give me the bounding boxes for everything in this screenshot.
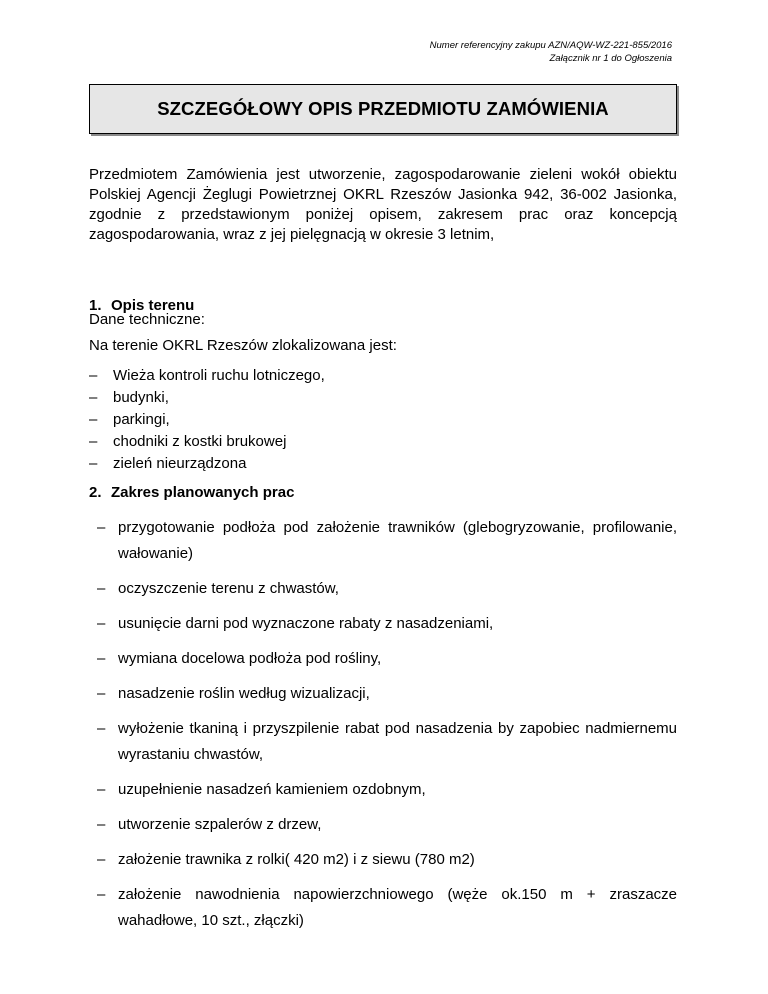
dash-bullet: –: [89, 367, 98, 384]
list-item: – założenie trawnika z rolki( 420 m2) i z siewu (780 m2): [89, 847, 677, 873]
page-title: SZCZEGÓŁOWY OPIS PRZEDMIOTU ZAMÓWIENIA: [157, 98, 609, 119]
list-item: – chodniki z kostki brukowej: [89, 431, 677, 453]
section-2-title: Zakres planowanych prac: [111, 484, 295, 501]
section-2-number: 2.: [89, 484, 102, 501]
list-item: – utworzenie szpalerów z drzew,: [89, 812, 677, 838]
dash-bullet: –: [97, 781, 106, 798]
dash-bullet: –: [97, 851, 106, 868]
section-1-title: Opis terenu: [111, 297, 195, 314]
section-1-number: 1.: [89, 297, 102, 314]
list-item: – oczyszczenie terenu z chwastów,: [89, 576, 677, 602]
list-item: – usunięcie darni pod wyznaczone rabaty z nasadzeniami,: [89, 611, 677, 637]
site-elements-list: [89, 365, 677, 475]
work-scope-list: [89, 515, 677, 943]
dash-bullet: –: [97, 886, 106, 903]
location-intro: Na terenie OKRL Rzeszów zlokalizowana jest:: [89, 337, 397, 354]
dash-bullet: –: [89, 455, 98, 472]
list-item: – przygotowanie podłoża pod założenie trawników (glebogryzowanie, profilowanie, wałowanie): [89, 515, 677, 567]
dash-bullet: –: [97, 650, 106, 667]
attachment-note: Załącznik nr 1 do Ogłoszenia: [549, 53, 672, 64]
list-item: – zieleń nieurządzona: [89, 453, 677, 475]
list-item: – Wieża kontroli ruchu lotniczego,: [89, 365, 677, 387]
section-2-heading: [89, 483, 294, 503]
list-item: – uzupełnienie nasadzeń kamieniem ozdobnym,: [89, 777, 677, 803]
dash-bullet: –: [97, 580, 106, 597]
technical-data-label: Dane techniczne:: [89, 311, 205, 328]
list-item: – wyłożenie tkaniną i przyszpilenie rabat pod nasadzenia by zapobiec nadmiernemu wyrastaniu chwastów,: [89, 716, 677, 768]
dash-bullet: –: [89, 433, 98, 450]
list-item: – nasadzenie roślin według wizualizacji,: [89, 681, 677, 707]
list-item: – założenie nawodnienia napowierzchniowego (wężе ok.150 m + zraszacze wahadłowe, 10 szt., złączki): [89, 882, 677, 934]
dash-bullet: –: [97, 720, 106, 737]
dash-bullet: –: [97, 816, 106, 833]
intro-paragraph: Przedmiotem Zamówienia jest utworzenie, zagospodarowanie zieleni wokół obiektu Polskiej Agencji Żeglugi Powietrznej OKRL Rzeszów Jasionka 942, 36-002 Jasionka, zgodnie z przedstawionym poniżej opisem, zakresem prac oraz koncepcją zagospodarowania, wraz z jej pielęgnacją w okresie 3 letnim,: [89, 166, 677, 243]
reference-number: Numer referencyjny zakupu AZN/AQW-WZ-221-855/2016: [429, 40, 672, 51]
dash-bullet: –: [89, 389, 98, 406]
list-item: – wymiana docelowa podłoża pod rośliny,: [89, 646, 677, 672]
dash-bullet: –: [97, 519, 106, 536]
dash-bullet: –: [89, 411, 98, 428]
list-item: – budynki,: [89, 387, 677, 409]
dash-bullet: –: [97, 615, 106, 632]
list-item: – parkingi,: [89, 409, 677, 431]
title-box: [89, 84, 677, 134]
dash-bullet: –: [97, 685, 106, 702]
